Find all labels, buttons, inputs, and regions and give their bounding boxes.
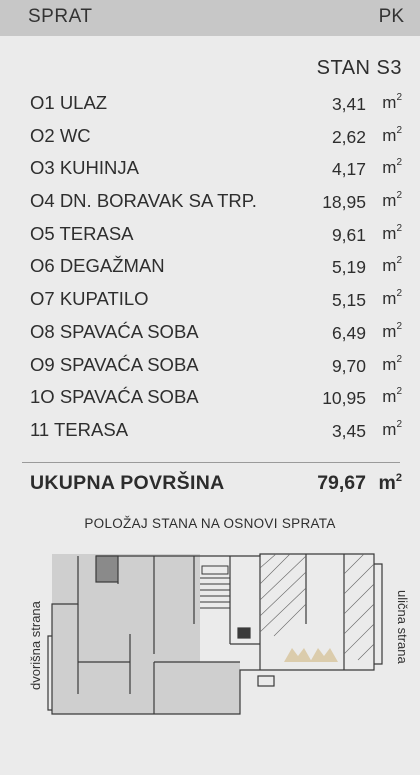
- room-area: 9,70: [331, 355, 366, 376]
- area-unit: $m^2$: [382, 124, 402, 145]
- area-unit: $m^2$: [382, 190, 402, 211]
- room-row: [30, 321, 402, 354]
- room-row: [30, 288, 402, 321]
- room-row: [30, 354, 402, 387]
- balcony-right: [374, 564, 382, 664]
- fixture-wc: [238, 628, 250, 638]
- room-area: 10,95: [322, 388, 366, 409]
- area-unit: $m^2$: [382, 255, 402, 276]
- street-side-label: ulična strana: [395, 590, 410, 664]
- floor-plan: [44, 544, 390, 724]
- room-area: 5,15: [331, 290, 366, 311]
- room-row: [30, 125, 402, 158]
- area-unit: $m^2$: [382, 418, 402, 439]
- room-name: O6 DEGAŽMAN: [30, 255, 165, 277]
- total-unit: $m^2$: [378, 472, 402, 494]
- room-name: O1 ULAZ: [30, 92, 108, 113]
- watermark-logo: [284, 648, 338, 662]
- room-name: O4 DN. BORAVAK SA TRP.: [30, 190, 257, 212]
- floor-label: SPRAT: [28, 6, 93, 27]
- total-row: [30, 472, 402, 500]
- room-row: [30, 92, 402, 125]
- area-unit: $m^2$: [382, 92, 402, 112]
- room-name: O3 KUHINJA: [30, 157, 139, 179]
- area-unit: $m^2$: [382, 320, 402, 341]
- room-name: O2 WC: [30, 124, 91, 146]
- room-row: [30, 419, 402, 452]
- total-divider: [22, 462, 400, 463]
- area-unit: $m^2$: [382, 353, 402, 374]
- room-row: [30, 255, 402, 288]
- room-row: [30, 223, 402, 256]
- corner-block: [96, 556, 118, 582]
- room-area: 9,61: [331, 224, 366, 245]
- apartment-highlight-2: [156, 662, 240, 714]
- room-row: [30, 157, 402, 190]
- area-unit: $m^2$: [382, 386, 402, 407]
- room-name: O5 TERASA: [30, 222, 134, 244]
- room-name: O9 SPAVAĆA SOBA: [30, 353, 199, 375]
- hatching: [260, 554, 374, 660]
- bull-icon: [310, 648, 338, 662]
- room-area: 18,95: [322, 192, 366, 213]
- room-name: 11 TERASA: [30, 418, 129, 440]
- room-name: O8 SPAVAĆA SOBA: [30, 320, 199, 342]
- area-unit: $m^2$: [382, 157, 402, 178]
- floor-header: [0, 0, 420, 36]
- room-list: [30, 92, 402, 452]
- room-area: 5,19: [331, 257, 366, 278]
- stairs: [200, 566, 230, 608]
- courtyard-side-label: dvorišna strana: [28, 601, 43, 690]
- floor-plan-title: POLOŽAJ STANA NA OSNOVI SPRATA: [84, 516, 336, 531]
- floor-value: PK: [378, 6, 404, 27]
- room-row: [30, 386, 402, 419]
- bull-icon: [284, 648, 312, 662]
- room-area: 2,62: [331, 126, 366, 147]
- fixture-bath: [258, 676, 274, 686]
- total-area: 79,67: [317, 472, 366, 494]
- apartment-title: STAN S3: [316, 57, 402, 79]
- area-unit: $m^2$: [382, 222, 402, 243]
- room-area: 3,45: [331, 420, 366, 441]
- total-label: UKUPNA POVRŠINA: [30, 472, 225, 494]
- area-unit: $m^2$: [382, 288, 402, 309]
- room-area: 3,41: [331, 94, 366, 114]
- room-area: 6,49: [331, 322, 366, 343]
- room-name: O7 KUPATILO: [30, 288, 149, 310]
- room-name: 1O SPAVAĆA SOBA: [30, 386, 199, 408]
- room-row: [30, 190, 402, 223]
- room-area: 4,17: [331, 159, 366, 180]
